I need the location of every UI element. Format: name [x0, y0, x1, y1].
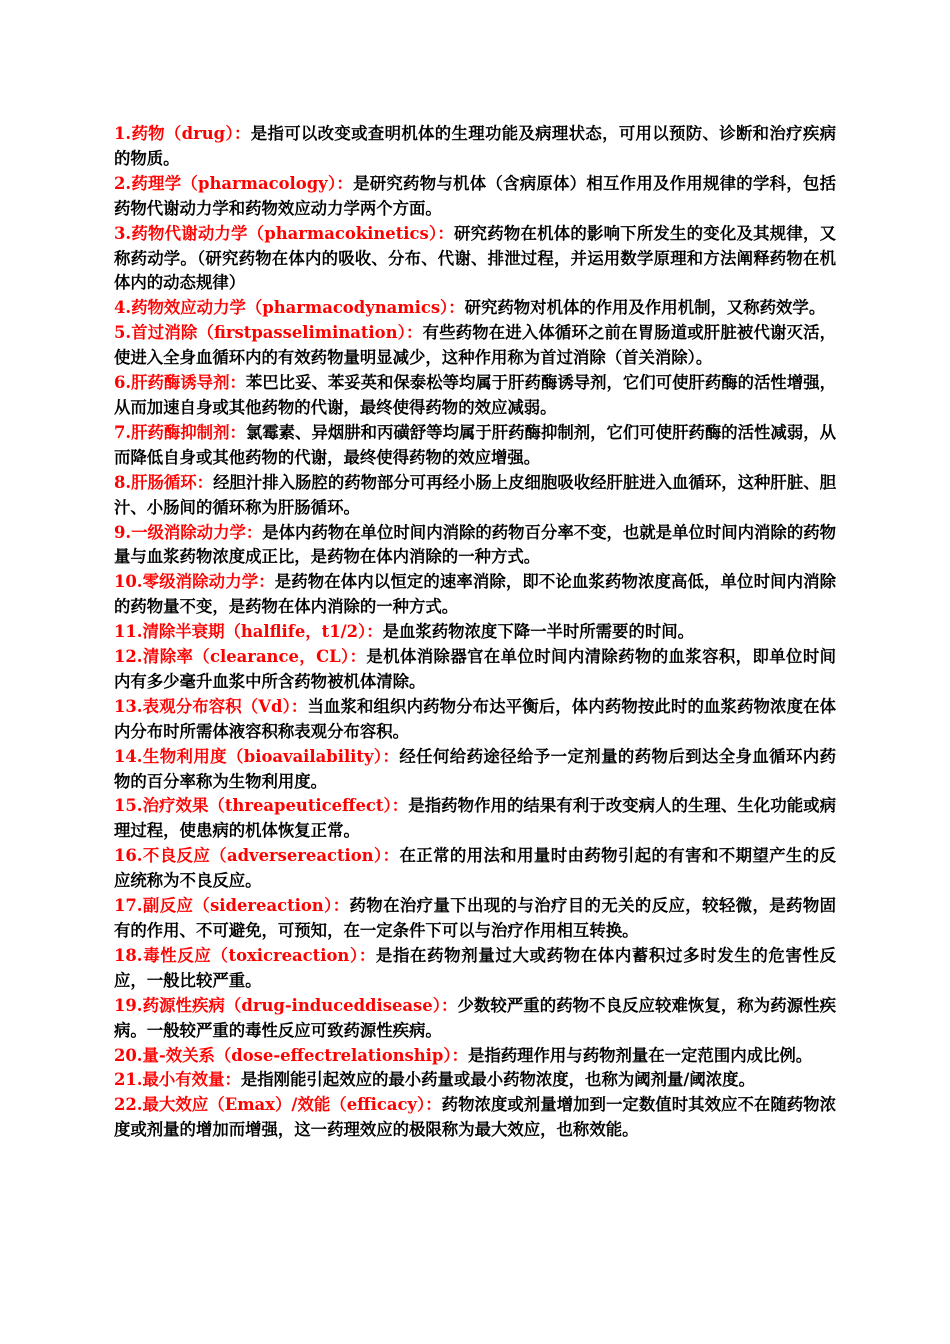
entry-term: 18.毒性反应（toxicreaction）：	[114, 945, 376, 965]
entry-term: 4.药物效应动力学（pharmacodynamics）：	[114, 298, 465, 318]
entry-term: 12.清除率（clearance，CL）：	[114, 647, 367, 667]
entry-term: 21.最小有效量：	[114, 1070, 241, 1090]
entry-pharmacokinetics	[114, 222, 836, 297]
entry-term: 10.零级消除动力学：	[114, 572, 275, 592]
entry-therapeutic-effect	[114, 794, 836, 844]
entry-pharmacology	[114, 172, 836, 222]
entry-term: 17.副反应（sidereaction）：	[114, 896, 350, 916]
entry-volume-of-distribution	[114, 695, 836, 745]
entry-definition: 在正常的用法和用量时由药物引起的有害和不期望产生的反应统称为不良反应。	[114, 846, 837, 891]
entry-dose-effect-relationship	[114, 1044, 836, 1069]
entry-definition: 是机体消除器官在单位时间内清除药物的血浆容积，即单位时间内有多少毫升血浆中所含药物被机体清除。	[114, 647, 836, 691]
entry-definition: 药物浓度或剂量增加到一定数值时其效应不在随药物浓度或剂量的增加而增强，这一药理效应的极限称为最大效应，也称效能。	[114, 1095, 837, 1140]
entry-definition: 药物在治疗量下出现的与治疗目的无关的反应，较轻微，是药物固有的作用、不可避免，可预知，在一定条件下可以与治疗作用相互转换。	[114, 896, 836, 940]
entry-definition: 是指药理作用与药物剂量在一定范围内成比例。	[467, 1045, 813, 1065]
entry-definition: 有些药物在进入体循环之前在胃肠道或肝脏被代谢灭活，使进入全身血循环内的有效药物量明显减少，这种作用称为首过消除（首关消除）。	[114, 323, 837, 368]
entry-half-life	[114, 620, 836, 645]
entry-term: 1.药物（drug）：	[114, 124, 251, 143]
entry-definition: 是研究药物与机体（含病原体）相互作用及作用规律的学科，包括药物代谢动力学和药物效应动力学两个方面。	[114, 173, 836, 218]
entry-definition: 苯巴比妥、苯妥英和保泰松等均属于肝药酶诱导剂，它们可使肝药酶的活性增强，从而加速自身或其他药物的代谢，最终使得药物的效应减弱。	[114, 373, 836, 417]
entry-term: 5.首过消除（firstpasselimination）：	[114, 323, 423, 343]
entry-definition: 是体内药物在单位时间内消除的药物百分率不变，也就是单位时间内消除的药物量与血浆药物浓度成正比，是药物在体内消除的一种方式。	[114, 522, 836, 567]
entry-definition: 氯霉素、异烟肼和丙磺舒等均属于肝药酶抑制剂，它们可使肝药酶的活性减弱，从而降低自身或其他药物的代谢，最终使得药物的效应增强。	[114, 422, 836, 467]
entry-maximum-effect	[114, 1093, 836, 1143]
entry-definition: 是指药物作用的结果有利于改变病人的生理、生化功能或病理过程，使患病的机体恢复正常。	[114, 796, 837, 841]
entry-drug-induced-disease	[114, 994, 836, 1044]
entry-enzyme-inducer	[114, 371, 836, 421]
entry-term: 19.药源性疾病（drug-induceddisease）：	[114, 995, 458, 1015]
entry-enterohepatic-circulation	[114, 471, 836, 521]
entry-term: 22.最大效应（Emax）/效能（efficacy）：	[114, 1095, 442, 1115]
entry-definition: 少数较严重的药物不良反应较难恢复，称为药源性疾病。一般较严重的毒性反应可致药源性疾病。	[114, 995, 837, 1040]
entry-side-reaction	[114, 894, 836, 944]
entry-term: 2.药理学（pharmacology）：	[114, 173, 354, 193]
entry-term: 3.药物代谢动力学（pharmacokinetics）：	[114, 223, 454, 243]
entry-term: 11.清除半衰期（halflife，t1/2）：	[114, 622, 383, 642]
entry-definition: 当血浆和组织内药物分布达平衡后，体内药物按此时的血浆药物浓度在体内分布时所需体液容积称表观分布容积。	[114, 696, 836, 741]
entry-clearance	[114, 645, 836, 695]
entry-definition: 经胆汁排入肠腔的药物部分可再经小肠上皮细胞吸收经肝脏进入血循环，这种肝脏、胆汁、小肠间的循环称为肝肠循环。	[114, 472, 836, 517]
entry-term: 20.量-效关系（dose-effectrelationship）：	[114, 1045, 468, 1065]
entry-bioavailability	[114, 745, 836, 795]
entry-term: 6.肝药酶诱导剂：	[114, 373, 246, 393]
entry-term: 8.肝肠循环：	[114, 472, 214, 492]
entry-definition: 研究药物在机体的影响下所发生的变化及其规律，又称药动学。（研究药物在体内的吸收、分布、代谢、排泄过程，并运用数学原理和方法阐释药物在机体内的动态规律）	[114, 223, 836, 293]
entry-enzyme-inhibitor	[114, 421, 836, 471]
entry-first-order-kinetics	[114, 521, 836, 571]
entry-term: 7.肝药酶抑制剂：	[114, 422, 246, 442]
entry-definition: 是药物在体内以恒定的速率消除，即不论血浆药物浓度高低，单位时间内消除的药物量不变，是药物在体内消除的一种方式。	[114, 572, 837, 617]
entry-pharmacodynamics	[114, 296, 836, 321]
entry-drug	[114, 122, 836, 172]
entry-minimum-effective-dose	[114, 1068, 836, 1093]
entry-term: 14.生物利用度（bioavailability）：	[114, 746, 400, 766]
document-page	[114, 122, 836, 1143]
entry-adverse-reaction	[114, 844, 836, 894]
entry-first-pass-elimination	[114, 321, 836, 371]
entry-definition: 是指在药物剂量过大或药物在体内蓄积过多时发生的危害性反应，一般比较严重。	[114, 945, 837, 990]
entry-zero-order-kinetics	[114, 570, 836, 620]
entry-definition: 是血浆药物浓度下降一半时所需要的时间。	[382, 622, 695, 642]
entry-definition: 经任何给药途径给予一定剂量的药物后到达全身血循环内药物的百分率称为生物利用度。	[114, 746, 837, 791]
entry-term: 9.一级消除动力学：	[114, 522, 263, 542]
entry-definition: 是指可以改变或查明机体的生理功能及病理状态，可用以预防、诊断和治疗疾病的物质。	[114, 124, 837, 168]
entry-toxic-reaction	[114, 944, 836, 994]
entry-term: 15.治疗效果（threapeuticeffect）：	[114, 796, 409, 816]
entry-definition: 是指刚能引起效应的最小药量或最小药物浓度，也称为阈剂量/阈浓度。	[240, 1070, 755, 1090]
entry-definition: 研究药物对机体的作用及作用机制，又称药效学。	[464, 298, 826, 318]
entry-term: 16.不良反应（adversereaction）：	[114, 846, 400, 866]
entry-term: 13.表观分布容积（Vd）：	[114, 696, 308, 716]
